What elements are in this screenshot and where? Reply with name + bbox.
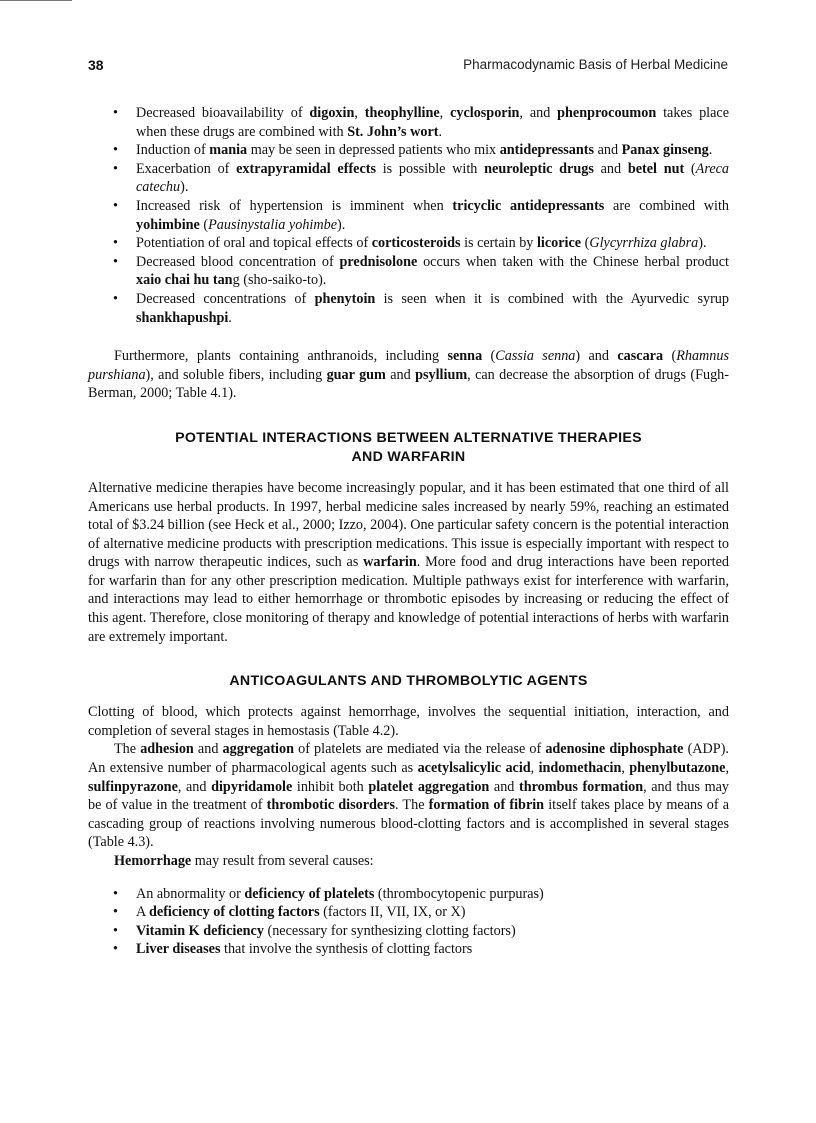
italic-species-name: Cassia senna — [495, 348, 576, 365]
bullet-item — [88, 253, 729, 290]
text-run: , — [725, 760, 729, 777]
text-run: , and — [519, 105, 558, 121]
bold-term: licorice — [536, 235, 582, 252]
bullet-glyph: • — [113, 160, 118, 177]
bold-term: thrombotic disorders — [266, 797, 396, 814]
text-run: An abnormality or — [136, 885, 245, 902]
text-run: and — [593, 160, 628, 177]
text-run: Induction of — [136, 142, 210, 159]
page-header — [88, 57, 728, 77]
scan-edge-line — [0, 0, 72, 1]
section-heading-anticoagulants: ANTICOAGULANTS AND THROMBOLYTIC AGENTS — [229, 673, 588, 690]
bold-term: adenosine diphosphate — [545, 741, 684, 758]
bullet-glyph: • — [113, 885, 118, 902]
text-run: ), and soluble fibers, including — [145, 366, 327, 383]
text-run: (necessary for synthesizing clotting factors) — [263, 922, 516, 939]
text-run: and — [489, 778, 519, 795]
paragraph-alternative-medicine — [88, 479, 729, 646]
bold-term: Vitamin K deficiency — [136, 922, 264, 939]
text-run: and — [193, 741, 223, 758]
bold-term: digoxin — [309, 105, 355, 121]
bold-term: mania — [209, 142, 248, 159]
text-run: ). — [337, 216, 346, 233]
text-run: is seen when it is combined with the Ayurvedic syrup — [375, 290, 729, 307]
bullet-item — [88, 922, 729, 941]
text-run: (ADP). An extensive number of pharmacological agents such as — [88, 741, 729, 777]
text-run: itself takes place by means of a cascading group of reactions involving numerous blood-clotting factors and is accomplished in several stages (Table 4.3). — [88, 797, 729, 851]
bold-term: guar gum — [326, 366, 386, 383]
bold-term: Liver diseases — [136, 941, 221, 958]
text-run: , and — [177, 778, 212, 795]
hemorrhage-cause-list — [88, 885, 729, 959]
text-run: may be seen in depressed patients who mix — [247, 142, 500, 159]
text-run: Clotting of blood, which protects against hemorrhage, involves the sequential initiation, interaction, and completion of several stages in hemostasis (Table 4.2). — [88, 704, 729, 739]
bold-term: Panax ginseng — [621, 142, 709, 159]
text-run: (thrombocytopenic purpuras) — [374, 885, 544, 902]
bold-term: indomethacin — [538, 760, 622, 777]
bold-term: deficiency of clotting factors — [149, 904, 320, 921]
text-run: . — [228, 309, 232, 326]
text-run: g (sho-saiko-to). — [232, 272, 327, 289]
paragraph-clotting — [88, 703, 729, 740]
text-run: and — [385, 366, 416, 383]
italic-species-name: Areca catechu — [136, 160, 730, 196]
bullet-glyph: • — [113, 941, 118, 958]
text-run: may result from several causes: — [191, 853, 374, 869]
text-run: , and thus may be of value in the treatment of — [88, 778, 729, 814]
bullet-glyph: • — [113, 235, 118, 252]
text-run: Decreased bioavailability of — [136, 105, 310, 121]
text-run: and — [594, 142, 622, 159]
heading-line-2: AND WARFARIN — [351, 448, 466, 465]
bullet-item — [88, 940, 729, 959]
bullet-glyph: • — [113, 197, 118, 214]
bold-term: corticosteroids — [371, 235, 461, 252]
text-run: is certain by — [460, 235, 537, 252]
bullet-item — [88, 885, 729, 904]
text-run: , — [621, 760, 630, 777]
bold-term: St. John’s wort — [347, 123, 439, 140]
text-run: Exacerbation of — [136, 160, 237, 177]
bold-term: betel nut — [627, 160, 685, 177]
bold-term: thrombus formation — [518, 778, 644, 795]
bold-term: senna — [447, 348, 483, 365]
bold-term: phenylbutazone — [629, 760, 726, 777]
text-run: . — [438, 123, 443, 140]
paragraph-anthranoids — [88, 347, 729, 403]
bullet-item — [88, 141, 729, 160]
running-title: Pharmacodynamic Basis of Herbal Medicine — [463, 57, 728, 72]
bold-term: aggregation — [222, 741, 294, 758]
text-run: (factors II, VII, IX, or X) — [319, 904, 466, 921]
section-heading-warfarin — [88, 429, 729, 467]
text-run: . The — [395, 797, 429, 814]
interaction-bullet-list — [88, 104, 729, 327]
text-run: takes place when these drugs are combined with — [136, 105, 730, 140]
text-run: A — [136, 904, 150, 921]
text-run: ) and — [575, 348, 618, 365]
text-run: ( — [482, 348, 496, 365]
bullet-item — [88, 104, 729, 141]
bold-term: psyllium — [415, 366, 468, 383]
paragraph-adhesion — [88, 740, 729, 852]
italic-species-name: Rhamnus purshiana — [88, 348, 729, 383]
text-run: occurs when taken with the Chinese herbal product — [417, 253, 729, 270]
bullet-item — [88, 903, 729, 922]
italic-species-name: Pausinystalia yohimbe — [208, 216, 337, 233]
bold-term: xaio chai hu tan — [136, 272, 233, 289]
text-run: , can decrease the absorption of drugs (Fugh-Berman, 2000; Table 4.1). — [88, 366, 729, 402]
text-run: Decreased concentrations of — [136, 290, 315, 307]
bullet-item — [88, 290, 729, 327]
text-run: ( — [684, 160, 696, 177]
bullet-item — [88, 234, 729, 253]
heading-line-1: POTENTIAL INTERACTIONS BETWEEN ALTERNATIVE THERAPIES — [175, 429, 642, 446]
text-run: The — [114, 741, 141, 758]
text-run: . More food and drug interactions have been reported for warfarin than for any other prescription medication. Multiple pathways exist for interference with warfarin, and interactions may lead to either hemorrhage or thrombotic episodes by increasing or reducing the effect of this agent. Therefore, close monitoring of therapy and knowledge of potential interactions of herbs with warfarin are extremely important. — [88, 554, 729, 645]
text-run: inhibit both — [292, 778, 369, 795]
text-run: ( — [581, 235, 590, 252]
bold-term: phenytoin — [314, 290, 376, 307]
bullet-glyph: • — [113, 105, 118, 121]
text-run: is possible with — [376, 160, 485, 177]
bold-term: formation of fibrin — [428, 797, 545, 814]
bullet-glyph: • — [113, 290, 118, 307]
text-run: ( — [199, 216, 209, 233]
bold-term: tricyclic antidepressants — [452, 197, 605, 214]
bullet-glyph: • — [113, 922, 118, 939]
bold-term: Hemorrhage — [114, 853, 192, 869]
text-run: , — [439, 105, 451, 121]
bold-term: shankhapushpi — [136, 309, 229, 326]
bold-term: cascara — [617, 348, 664, 365]
text-run: are combined with — [604, 197, 730, 214]
bold-term: deficiency of platelets — [244, 885, 375, 902]
text-run: of platelets are mediated via the release of — [294, 741, 546, 758]
bullet-item — [88, 160, 729, 197]
text-run: ( — [663, 348, 677, 365]
text-run: that involve the synthesis of clotting factors — [220, 941, 473, 958]
text-run: ). — [180, 179, 189, 196]
bold-term: platelet aggregation — [368, 778, 490, 795]
text-run: . — [708, 142, 713, 159]
text-run: ). — [698, 235, 707, 252]
bold-term: neuroleptic drugs — [484, 160, 594, 177]
text-run: Alternative medicine therapies have become increasingly popular, and it has been estimated that one third of all Americans use herbal products. In 1997, herbal medicine sales increased by nearly 59%, reaching an estimated total of $3.24 billion (see Heck et al., 2000; Izzo, 2004). One particular safety concern is the potential interaction of alternative medicine products with prescription medications. This issue is especially important with respect to drugs with narrow therapeutic indices, such as — [88, 479, 729, 571]
bullet-glyph: • — [113, 142, 118, 159]
bold-term: sulfinpyrazone — [88, 778, 178, 795]
bullet-item — [88, 197, 729, 234]
text-run: Potentiation of oral and topical effects of — [136, 235, 372, 252]
bold-term: yohimbine — [136, 216, 200, 233]
bold-term: adhesion — [140, 741, 194, 758]
bold-term: dipyridamole — [211, 778, 293, 795]
text-run: , — [530, 760, 539, 777]
italic-species-name: Glycyrrhiza glabra — [589, 235, 699, 252]
bold-term: prednisolone — [339, 253, 418, 270]
page-number: 38 — [88, 57, 104, 73]
text-run: , — [354, 105, 365, 121]
bold-term: theophylline — [364, 105, 440, 121]
paragraph-hemorrhage — [88, 852, 729, 871]
text-run: Increased risk of hypertension is imminent when — [136, 197, 453, 214]
bullet-glyph: • — [113, 253, 118, 270]
bold-term: extrapyramidal effects — [236, 160, 377, 177]
bold-term: warfarin — [363, 554, 417, 571]
text-run: Decreased blood concentration of — [136, 253, 340, 270]
bold-term: antidepressants — [499, 142, 595, 159]
page-body — [88, 104, 729, 959]
text-run: Furthermore, plants containing anthranoids, including — [114, 348, 448, 365]
bullet-glyph: • — [113, 904, 118, 921]
bold-term: cyclosporin — [450, 105, 520, 121]
bold-term: acetylsalicylic acid — [417, 760, 531, 777]
bold-term: phenprocoumon — [557, 105, 657, 121]
